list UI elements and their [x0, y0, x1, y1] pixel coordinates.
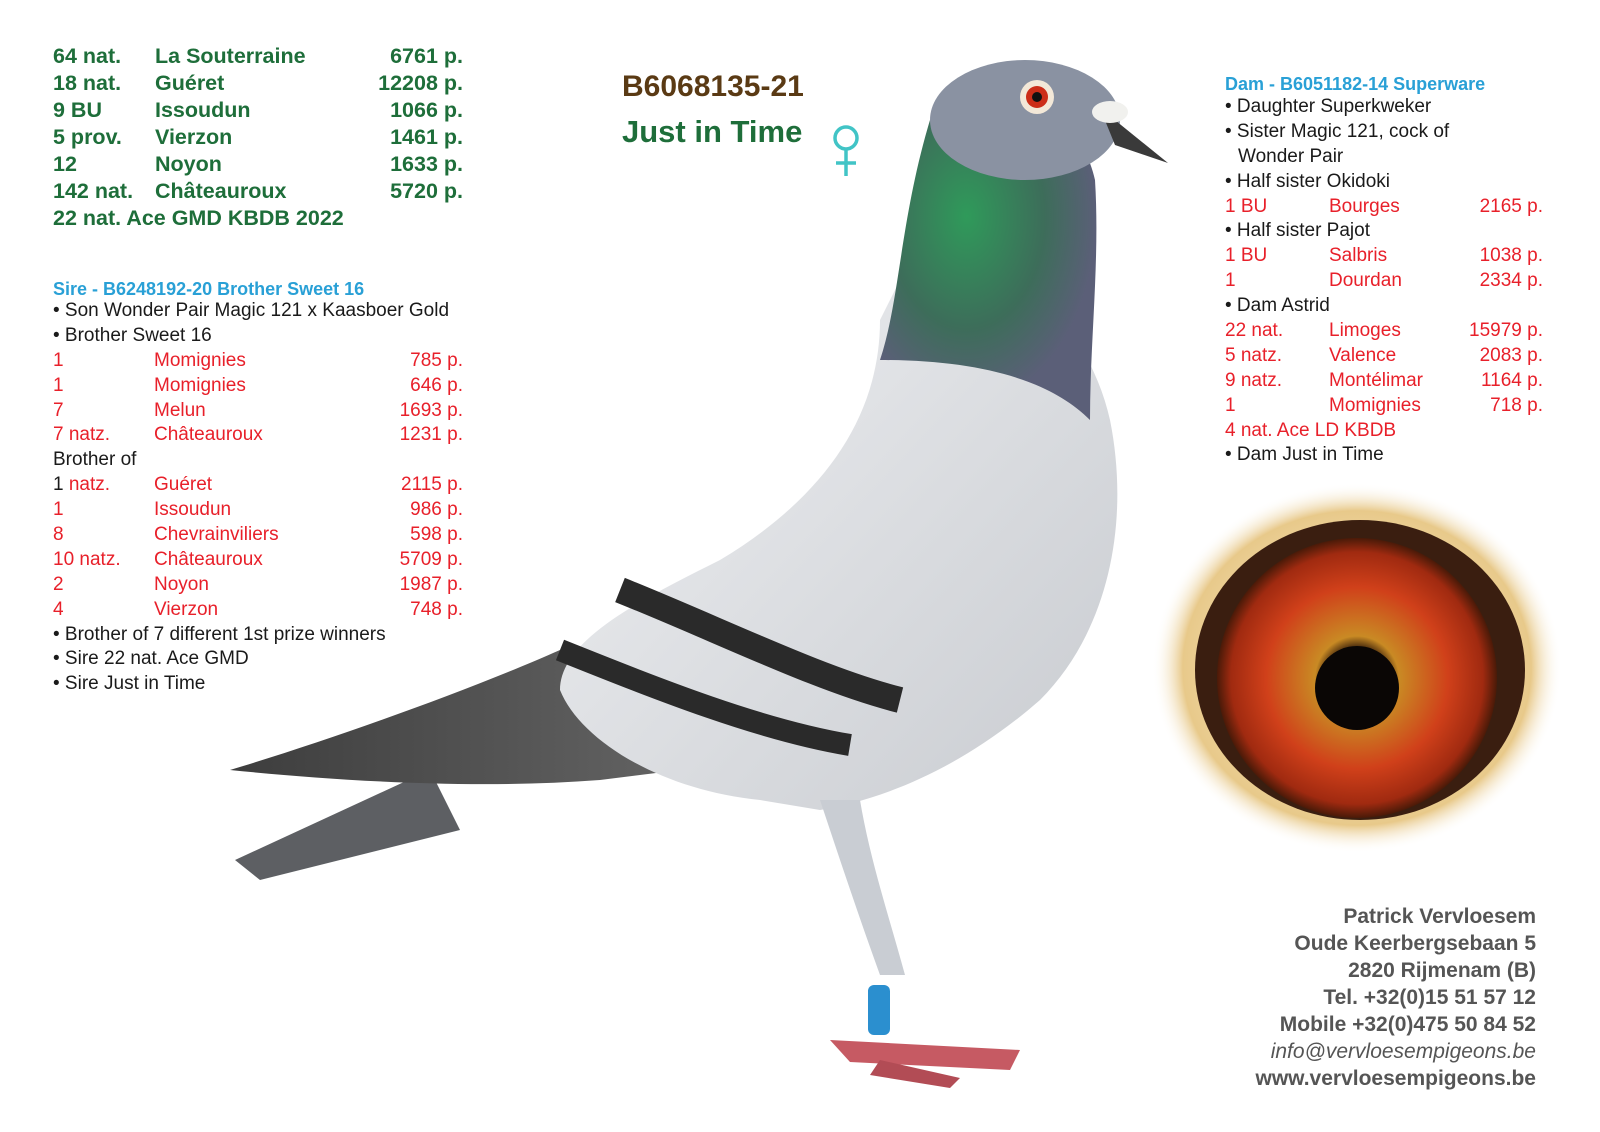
result-points: 1461 p. — [390, 125, 463, 149]
result-place: 2 — [53, 573, 64, 595]
result-place: 1 — [53, 349, 64, 371]
result-race: Guéret — [154, 474, 213, 496]
result-points: 15979 p. — [1469, 320, 1543, 342]
sire-bullet: • Brother of 7 different 1st prize winners — [53, 623, 386, 645]
result-row — [1225, 394, 1543, 419]
result-race: Guéret — [155, 71, 225, 95]
result-place: 5 prov. — [53, 125, 122, 149]
result-points: 1693 p. — [399, 399, 463, 421]
result-points: 1164 p. — [1481, 369, 1543, 391]
result-race: Melun — [154, 399, 206, 421]
result-place: 1 — [53, 499, 64, 521]
city-address: 2820 Rijmenam (B) — [1348, 959, 1536, 982]
result-row — [53, 473, 463, 498]
result-points: 2083 p. — [1479, 344, 1543, 366]
result-points: 986 p. — [410, 499, 463, 521]
result-points: 2115 p. — [401, 474, 463, 496]
result-race: Chevrainviliers — [154, 524, 279, 546]
result-place: 7 — [53, 399, 64, 421]
result-place: 1 — [1225, 394, 1236, 416]
dam-bullet: • Dam Just in Time — [1225, 444, 1384, 466]
result-points: 5720 p. — [390, 179, 463, 203]
result-row — [53, 598, 463, 623]
result-points: 598 p. — [410, 524, 463, 546]
result-race: La Souterraine — [155, 44, 306, 68]
result-row — [1225, 269, 1543, 294]
result-row — [1225, 319, 1543, 344]
result-race: Salbris — [1329, 245, 1388, 267]
result-race: Bourges — [1329, 195, 1400, 217]
result-place: 1 — [53, 374, 64, 396]
result-points: 1038 p. — [1479, 245, 1543, 267]
result-race: Limoges — [1329, 320, 1401, 342]
result-row — [53, 548, 463, 573]
contact-block — [1256, 905, 1537, 1094]
result-race: Momignies — [154, 349, 246, 371]
dam-section — [1225, 72, 1543, 468]
ring-number: B6068135-21 — [622, 70, 804, 103]
result-points: 2165 p. — [1479, 195, 1543, 217]
ace-title: 22 nat. Ace GMD KBDB 2022 — [53, 206, 344, 230]
result-points: 1231 p. — [399, 424, 463, 446]
sire-bullet: • Sire Just in Time — [53, 673, 206, 695]
breeder-name: Patrick Vervloesem — [1343, 905, 1536, 928]
brother-of-label: Brother of — [53, 449, 137, 471]
result-place: 18 nat. — [53, 71, 122, 95]
result-place: 64 nat. — [53, 44, 122, 68]
telephone: Tel. +32(0)15 51 57 12 — [1323, 986, 1536, 1009]
female-icon — [831, 124, 861, 178]
result-place: 1 BU — [1225, 245, 1268, 267]
result-row — [53, 374, 463, 399]
result-place: 1 BU — [1225, 195, 1268, 217]
result-place: 142 nat. — [53, 179, 134, 203]
result-place: 10 natz. — [53, 548, 121, 570]
dam-bullet: • Daughter Superkweker — [1225, 96, 1432, 117]
result-row — [1225, 244, 1543, 269]
result-points: 1987 p. — [399, 573, 463, 595]
sire-section — [53, 277, 463, 697]
result-row — [53, 423, 463, 448]
email-link[interactable]: info@vervloesempigeons.be — [1270, 1040, 1536, 1063]
result-race: Issoudun — [155, 98, 251, 122]
dam-bullet: • Dam Astrid — [1225, 295, 1330, 317]
result-row — [53, 349, 463, 374]
result-place: 1 — [53, 474, 64, 496]
result-points: 718 p. — [1490, 394, 1543, 416]
sire-heading: Sire - B6248192-20 Brother Sweet 16 — [53, 279, 365, 299]
result-row — [53, 573, 463, 598]
sire-bullet: • Brother Sweet 16 — [53, 324, 212, 346]
result-points: 748 p. — [410, 598, 463, 620]
dam-heading: Dam - B6051182-14 Superware — [1225, 74, 1486, 94]
result-race: Issoudun — [154, 499, 232, 521]
result-points: 12208 p. — [378, 71, 463, 95]
result-points: 2334 p. — [1479, 270, 1543, 292]
result-race: Noyon — [155, 152, 222, 176]
pigeon-name: Just in Time — [622, 114, 803, 149]
street-address: Oude Keerbergsebaan 5 — [1294, 932, 1536, 955]
mobile-phone: Mobile +32(0)475 50 84 52 — [1279, 1013, 1536, 1036]
result-place: 22 nat. — [1225, 320, 1284, 342]
result-points: 1066 p. — [390, 98, 463, 122]
result-row — [1225, 195, 1543, 220]
result-row — [53, 523, 463, 548]
result-place: 9 BU — [53, 98, 102, 122]
result-race: Vierzon — [155, 125, 233, 149]
result-points: 5709 p. — [399, 548, 463, 570]
result-points: 785 p. — [410, 349, 463, 371]
ace-line: 4 nat. Ace LD KBDB — [1225, 419, 1397, 441]
result-race: Valence — [1329, 344, 1397, 366]
dam-bullet: • Sister Magic 121, cock of — [1225, 120, 1450, 142]
sire-bullet: • Son Wonder Pair Magic 121 x Kaasboer Gold — [53, 300, 450, 321]
result-place: 1 — [1225, 270, 1236, 292]
result-place: 7 natz. — [53, 424, 111, 446]
result-race: Momignies — [154, 374, 246, 396]
website-link[interactable]: www.vervloesempigeons.be — [1255, 1067, 1536, 1090]
result-race: Noyon — [154, 573, 209, 595]
dam-bullet: • Half sister Okidoki — [1225, 170, 1391, 192]
result-race: Dourdan — [1329, 270, 1402, 292]
result-points: 646 p. — [410, 374, 463, 396]
result-race: Châteauroux — [155, 179, 287, 203]
result-place: 9 natz. — [1225, 369, 1283, 391]
result-place: 5 natz. — [1225, 344, 1283, 366]
result-points: 6761 p. — [390, 44, 463, 68]
dam-bullet: • Half sister Pajot — [1225, 220, 1370, 242]
result-race: Châteauroux — [154, 424, 263, 446]
result-points: 1633 p. — [390, 152, 463, 176]
result-place: 12 — [53, 152, 77, 176]
result-row — [1225, 369, 1543, 394]
result-place: 4 — [53, 598, 64, 620]
result-place: 8 — [53, 524, 64, 546]
pigeon-title — [622, 70, 804, 150]
result-row — [1225, 344, 1543, 369]
result-race: Vierzon — [154, 598, 219, 620]
pigeon-eye-photo — [1145, 478, 1565, 858]
result-row — [53, 498, 463, 523]
result-place-suffix: natz. — [63, 474, 111, 496]
sire-bullet: • Sire 22 nat. Ace GMD — [53, 648, 249, 670]
result-race: Châteauroux — [154, 548, 263, 570]
result-row — [53, 399, 463, 424]
dam-bullet-continuation: Wonder Pair — [1238, 145, 1344, 167]
result-race: Momignies — [1329, 394, 1421, 416]
result-race: Montélimar — [1329, 369, 1423, 391]
